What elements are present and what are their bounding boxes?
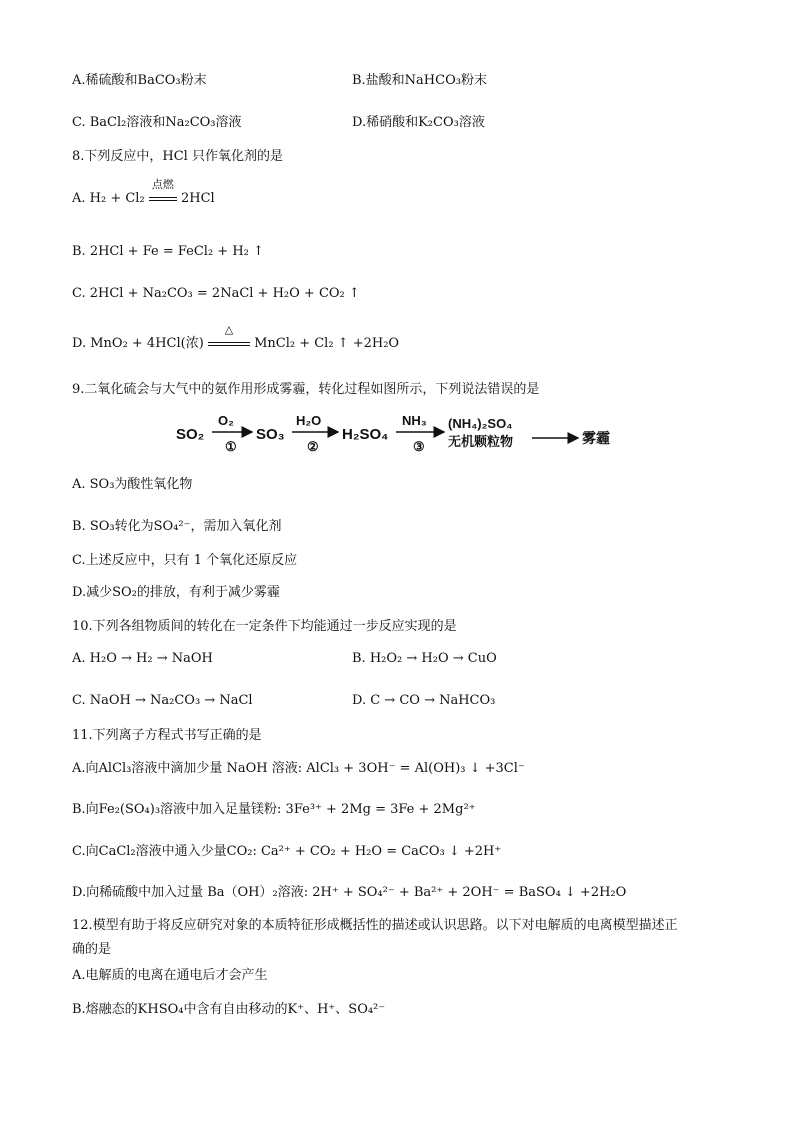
q11-option-c: C.向CaCl₂溶液中通入少量CO₂: Ca²⁺ + CO₂ + H₂O = CaCO₃ ↓ +2H⁺ xyxy=(72,844,502,859)
q8-option-b: B. 2HCl + Fe = FeCl₂ + H₂ ↑ xyxy=(72,244,264,259)
q10-option-a: A. H₂O → H₂ → NaOH xyxy=(72,651,213,666)
scheme-reagent-o2: O₂ xyxy=(218,413,234,428)
q8-d-condition: △ xyxy=(224,323,234,336)
q9-option-d: D.减少SO₂的排放，有利于减少雾霾 xyxy=(72,585,280,600)
q10-stem: 10.下列各组物质间的转化在一定条件下均能通过一步反应实现的是 xyxy=(72,619,457,634)
scheme-h2so4: H₂SO₄ xyxy=(342,426,389,443)
scheme-reagent-h2o: H₂O xyxy=(296,413,322,428)
q11-option-d: D.向稀硫酸中加入过量 Ba（OH）₂溶液: 2H⁺ + SO₄²⁻ + Ba²⁺ + 2OH⁻ = BaSO₄ ↓ +2H₂O xyxy=(72,885,627,900)
q8-option-d xyxy=(72,323,400,353)
q11-option-b: B.向Fe₂(SO₄)₃溶液中加入足量镁粉: 3Fe³⁺ + 2Mg = 3Fe + 2Mg²⁺ xyxy=(72,802,476,817)
scheme-step-1: ① xyxy=(225,439,237,454)
q8-a-condition: 点燃 xyxy=(151,178,174,191)
scheme-so2: SO₂ xyxy=(176,426,205,443)
q7-option-d: D.稀硝酸和K₂CO₃溶液 xyxy=(352,115,485,130)
q9-option-a: A. SO₃为酸性氧化物 xyxy=(72,477,193,492)
q9-option-c: C.上述反应中，只有 1 个氧化还原反应 xyxy=(72,553,298,568)
q8-d-reactants: D. MnO₂ + 4HCl(浓) xyxy=(72,336,204,351)
q8-option-c: C. 2HCl + Na₂CO₃ = 2NaCl + H₂O + CO₂ ↑ xyxy=(72,286,360,301)
scheme-step-2: ② xyxy=(307,439,319,454)
scheme-step-3: ③ xyxy=(413,439,425,454)
scheme-ammonium-sulfate: (NH₄)₂SO₄ xyxy=(448,416,513,431)
q11-option-a: A.向AlCl₃溶液中滴加少量 NaOH 溶液: AlCl₃ + 3OH⁻ = Al(OH)₃ ↓ +3Cl⁻ xyxy=(72,761,525,776)
q8-a-products: 2HCl xyxy=(180,191,215,206)
q7-option-b: B.盐酸和NaHCO₃粉末 xyxy=(352,73,487,88)
q12-option-a: A.电解质的电离在通电后才会产生 xyxy=(72,968,268,983)
q11-stem: 11.下列离子方程式书写正确的是 xyxy=(72,728,262,743)
q8-a-condition-arrow xyxy=(149,178,177,208)
q8-a-reactants: A. H₂ + Cl₂ xyxy=(72,191,145,206)
q12-option-b: B.熔融态的KHSO₄中含有自由移动的K⁺、H⁺、SO₄²⁻ xyxy=(72,1002,386,1017)
q8-option-a xyxy=(72,178,215,208)
q8-d-condition-arrow xyxy=(208,323,250,353)
q9-conversion-scheme xyxy=(176,408,626,456)
scheme-haze: 雾霾 xyxy=(582,430,610,446)
q10-option-c: C. NaOH → Na₂CO₃ → NaCl xyxy=(72,693,253,708)
q9-option-b: B. SO₃转化为SO₄²⁻，需加入氧化剂 xyxy=(72,519,282,534)
scheme-so3: SO₃ xyxy=(256,426,285,443)
q10-option-d: D. C → CO → NaHCO₃ xyxy=(352,693,496,708)
q8-stem: 8.下列反应中，HCl 只作氧化剂的是 xyxy=(72,149,283,164)
q7-option-a: A.稀硫酸和BaCO₃粉末 xyxy=(72,73,207,88)
q10-option-b: B. H₂O₂ → H₂O → CuO xyxy=(352,651,497,666)
q9-stem: 9.二氧化硫会与大气中的氨作用形成雾霾，转化过程如图所示，下列说法错误的是 xyxy=(72,382,540,397)
scheme-reagent-nh3: NH₃ xyxy=(402,413,427,428)
q12-stem-line-2: 确的是 xyxy=(72,942,112,957)
q7-option-c: C. BaCl₂溶液和Na₂CO₃溶液 xyxy=(72,115,242,130)
q8-d-products: MnCl₂ + Cl₂ ↑ +2H₂O xyxy=(254,336,400,351)
scheme-inorganic-particles: 无机颗粒物 xyxy=(448,434,514,449)
q12-stem-line-1: 12.模型有助于将反应研究对象的本质特征形成概括性的描述或认识思路。以下对电解质的电离模型描述正 xyxy=(72,918,678,933)
